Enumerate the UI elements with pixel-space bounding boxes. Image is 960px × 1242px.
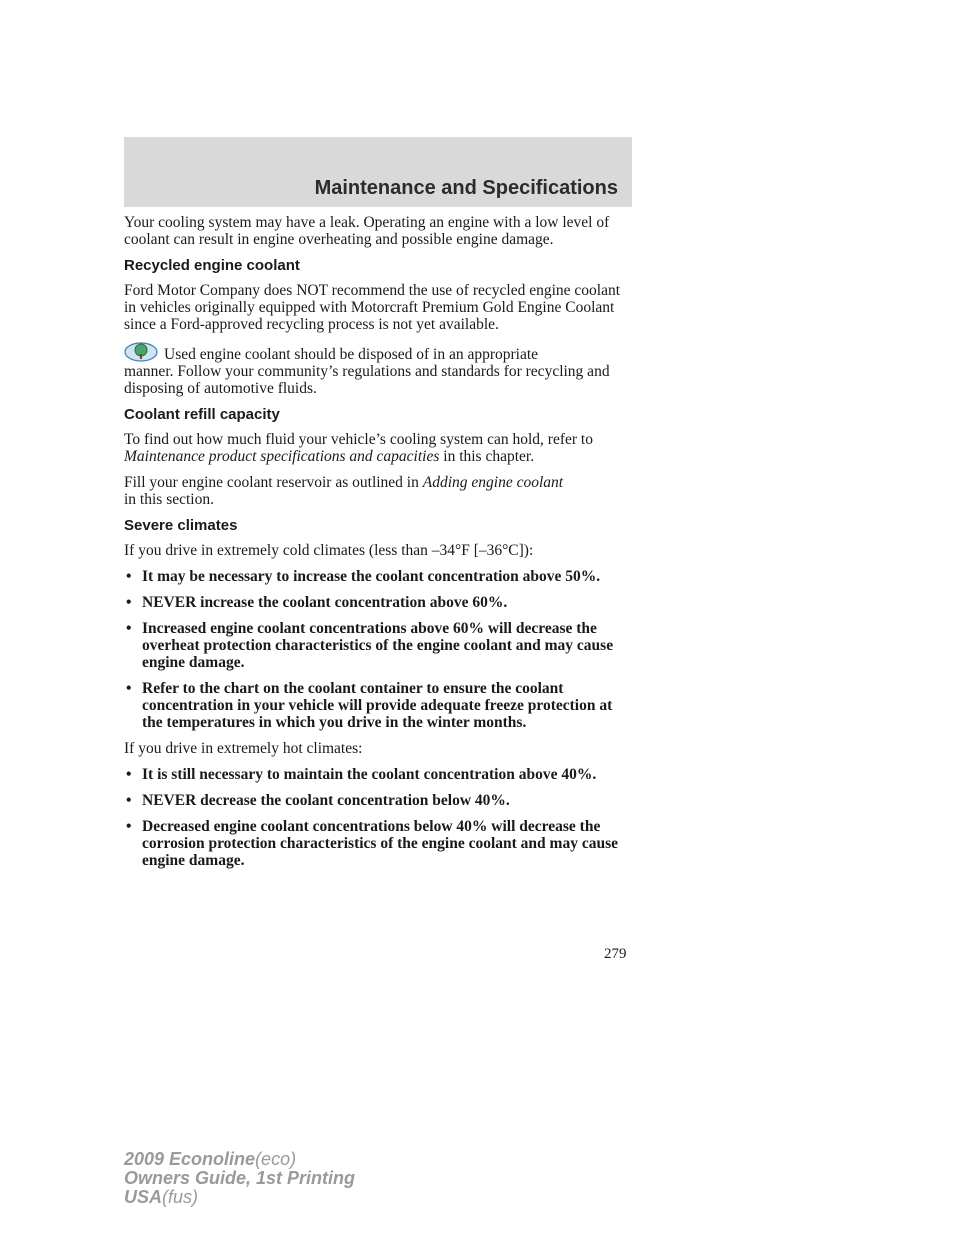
capacity-p2-end: in this section. xyxy=(124,491,214,508)
heading-severe-climates: Severe climates xyxy=(124,517,238,534)
list-item: • Decreased engine coolant concentrations below 40% will decrease the corrosion protection characteristics of the engine coolant and may cause engine damage. xyxy=(126,818,618,869)
section-header-band xyxy=(124,137,632,207)
list-item: • Refer to the chart on the coolant container to ensure the coolant concentration in your vehicle will provide adequate freeze protection at the temperatures in which you drive in the winter months. xyxy=(126,680,613,731)
list-item-text: It may be necessary to increase the coolant concentration above 50%. xyxy=(142,568,601,585)
print-footer xyxy=(124,1150,355,1207)
capacity-p1-reference: Maintenance product specifications and capacities xyxy=(124,448,440,465)
page-number: 279 xyxy=(604,946,627,962)
list-item: • NEVER increase the coolant concentration above 60%. xyxy=(126,594,508,611)
heading-recycled-coolant: Recycled engine coolant xyxy=(124,257,300,274)
capacity-p1-text: To find out how much fluid your vehicle’s cooling system can hold, refer to xyxy=(124,431,593,448)
list-item-text: Increased engine coolant concentrations above 60% will decrease the overheat protection characteristics of the engine coolant and may cause engine damage. xyxy=(142,620,614,671)
footer-market: USA xyxy=(124,1187,163,1207)
list-item-text: NEVER increase the coolant concentration above 60%. xyxy=(142,594,508,611)
list-item: • Increased engine coolant concentrations above 60% will decrease the overheat protection characteristics of the engine coolant and may cause engine damage. xyxy=(126,620,614,671)
footer-model: 2009 Econoline xyxy=(124,1149,256,1169)
environment-note-rest: manner. Follow your community’s regulations and standards for recycling and disposing of automotive fluids. xyxy=(124,363,610,397)
tree-icon xyxy=(124,342,158,362)
hot-climate-list xyxy=(124,766,634,869)
cold-climate-intro: If you drive in extremely cold climates (less than –34°F [–36°C]): xyxy=(124,542,534,559)
list-item: • It may be necessary to increase the coolant concentration above 50%. xyxy=(126,568,601,585)
list-item: • NEVER decrease the coolant concentration below 40%. xyxy=(126,792,510,809)
capacity-p2-text: Fill your engine coolant reservoir as outlined in xyxy=(124,474,419,491)
page-content xyxy=(124,214,634,878)
list-item-text: It is still necessary to maintain the coolant concentration above 40%. xyxy=(142,766,597,783)
list-item-text: NEVER decrease the coolant concentration below 40%. xyxy=(142,792,510,809)
cold-climate-list xyxy=(124,568,634,731)
heading-refill-capacity: Coolant refill capacity xyxy=(124,406,280,423)
footer-market-code: (fus) xyxy=(162,1187,199,1207)
section-title: Maintenance and Specifications xyxy=(314,177,618,199)
recycled-paragraph: Ford Motor Company does NOT recommend the use of recycled engine coolant in vehicles originally equipped with Motorcraft Premium Gold Engine Coolant since a Ford-approved recycling process is not yet available. xyxy=(124,282,621,333)
capacity-paragraph-1 xyxy=(124,431,634,465)
environment-note-first-line: Used engine coolant should be disposed of in an appropriate xyxy=(164,346,539,363)
list-item-text: Refer to the chart on the coolant container to ensure the coolant concentration in your vehicle will provide adequate freeze protection at the temperatures in which you drive in the winter months. xyxy=(142,680,613,731)
hot-climate-intro: If you drive in extremely hot climates: xyxy=(124,740,363,757)
capacity-p2-reference: Adding engine coolant xyxy=(422,474,564,491)
list-item-text: Decreased engine coolant concentrations below 40% will decrease the corrosion protection characteristics of the engine coolant and may cause engine damage. xyxy=(142,818,618,869)
capacity-p1-end: in this chapter. xyxy=(439,448,535,465)
footer-printing: Owners Guide, 1st Printing xyxy=(124,1168,356,1188)
intro-paragraph: Your cooling system may have a leak. Operating an engine with a low level of coolant can result in engine overheating and possible engine damage. xyxy=(124,214,610,248)
environment-note xyxy=(124,342,634,397)
capacity-paragraph-2 xyxy=(124,474,634,508)
list-item: • It is still necessary to maintain the coolant concentration above 40%. xyxy=(126,766,597,783)
footer-model-code: (eco) xyxy=(255,1149,297,1169)
